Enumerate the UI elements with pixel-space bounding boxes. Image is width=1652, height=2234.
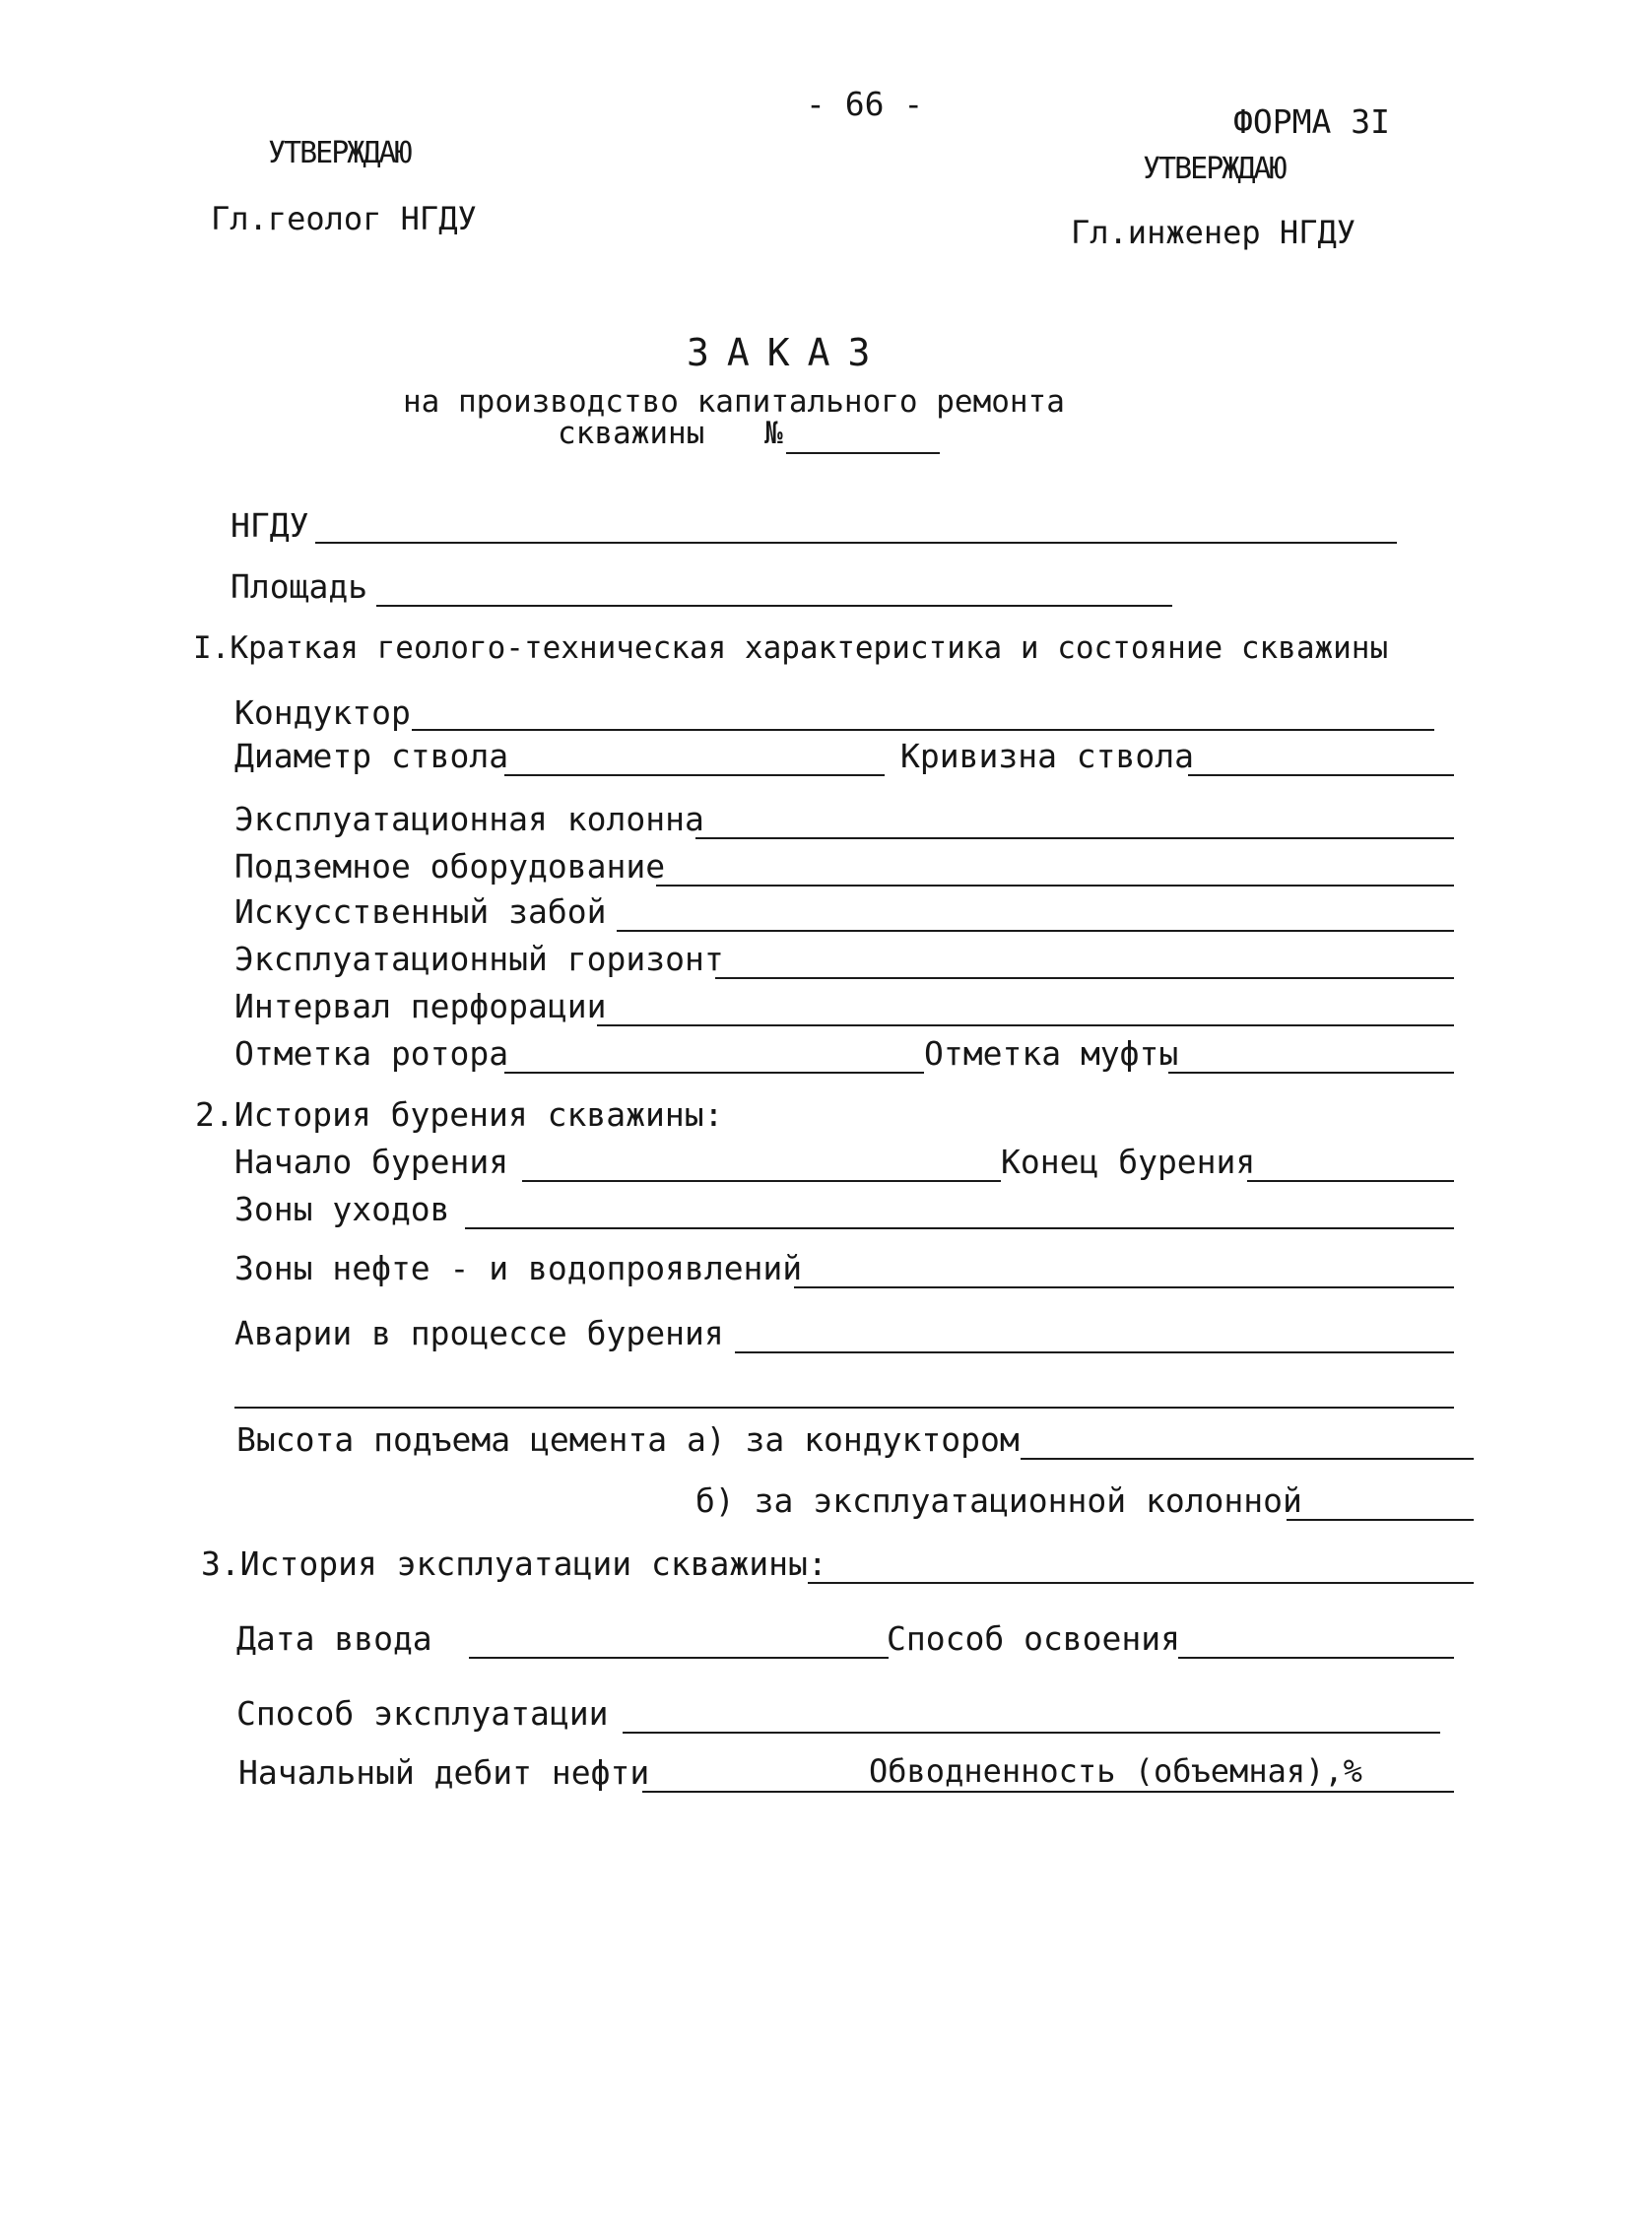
development-method-line[interactable] [1178,1657,1454,1659]
commissioning-date-label: Дата ввода [236,1619,432,1658]
approve-right: УТВЕРЖДАЮ [1143,152,1286,186]
artificial-bottom-label: Искусственный забой [234,892,607,931]
oil-water-zones-line[interactable] [794,1286,1454,1288]
area-label: Площадь [231,567,368,606]
downhole-equipment-line[interactable] [656,885,1454,887]
conductor-line[interactable] [412,729,1434,731]
document-title: ЗАКАЗ [687,331,889,374]
coupling-mark-label: Отметка муфты [924,1034,1179,1073]
loss-zones-label: Зоны уходов [234,1190,450,1228]
rotor-mark-label: Отметка ротора [234,1034,509,1073]
accidents-extra-line[interactable] [234,1407,1454,1409]
drilling-start-line[interactable] [522,1180,1001,1182]
cement-height-b-line[interactable] [1287,1519,1474,1521]
cement-height-line[interactable] [1021,1458,1474,1460]
accidents-line[interactable] [735,1351,1454,1353]
drilling-end-line[interactable] [1247,1180,1454,1182]
initial-oil-rate-line[interactable] [642,1791,1454,1793]
coupling-mark-line[interactable] [1168,1072,1454,1074]
ngdu-label: НГДУ [231,506,309,545]
signer-right: Гл.инженер НГДУ [1071,214,1355,251]
bore-curvature-label: Кривизна ствола [900,737,1195,775]
water-cut-label: Обводненность (объемная),% [869,1752,1362,1790]
well-number-line[interactable] [786,452,940,454]
bore-diameter-line[interactable] [504,774,885,776]
section1-heading: I.Краткая геолого-техническая характеристика и состояние скважины [193,630,1389,666]
drilling-end-label: Конец бурения [1001,1143,1256,1181]
production-casing-label: Эксплуатационная колонна [234,800,704,838]
downhole-equipment-label: Подземное оборудование [234,847,666,886]
bore-curvature-line[interactable] [1188,774,1454,776]
ngdu-line[interactable] [315,542,1397,544]
section2-heading: 2.История бурения скважины: [195,1095,724,1134]
drilling-start-label: Начало бурения [234,1143,509,1181]
commissioning-date-line[interactable] [469,1657,889,1659]
section3-heading-line[interactable] [808,1582,1474,1584]
cement-height-label: Высота подъема цемента а) за кондуктором [236,1420,1020,1459]
number-sign: № [764,416,783,451]
bore-diameter-label: Диаметр ствола [234,737,509,775]
perforation-interval-label: Интервал перфорации [234,987,607,1025]
development-method-label: Способ освоения [887,1619,1181,1658]
production-horizon-label: Эксплуатационный горизонт [234,940,724,978]
well-label: скважины [558,416,705,451]
form-label: ФОРМА 3I [1233,102,1390,141]
loss-zones-line[interactable] [465,1227,1454,1229]
operation-method-line[interactable] [623,1732,1440,1734]
oil-water-zones-label: Зоны нефте - и водопроявлений [234,1249,803,1287]
document-subtitle: на производство капитального ремонта [403,384,1065,420]
cement-height-b-label: б) за эксплуатационной колонной [695,1481,1302,1520]
approve-left: УТВЕРЖДАЮ [268,136,411,170]
initial-oil-rate-label: Начальный дебит нефти [238,1753,650,1792]
artificial-bottom-line[interactable] [617,930,1454,932]
section3-heading: 3.История эксплуатации скважины: [201,1544,827,1583]
conductor-label: Кондуктор [234,693,411,732]
signer-left: Гл.геолог НГДУ [211,200,477,237]
accidents-label: Аварии в процессе бурения [234,1314,724,1352]
page-number: - 66 - [806,85,924,123]
production-casing-line[interactable] [695,837,1454,839]
area-line[interactable] [376,605,1172,607]
production-horizon-line[interactable] [715,977,1454,979]
perforation-interval-line[interactable] [597,1024,1454,1026]
rotor-mark-line[interactable] [504,1072,924,1074]
operation-method-label: Способ эксплуатации [236,1694,609,1733]
